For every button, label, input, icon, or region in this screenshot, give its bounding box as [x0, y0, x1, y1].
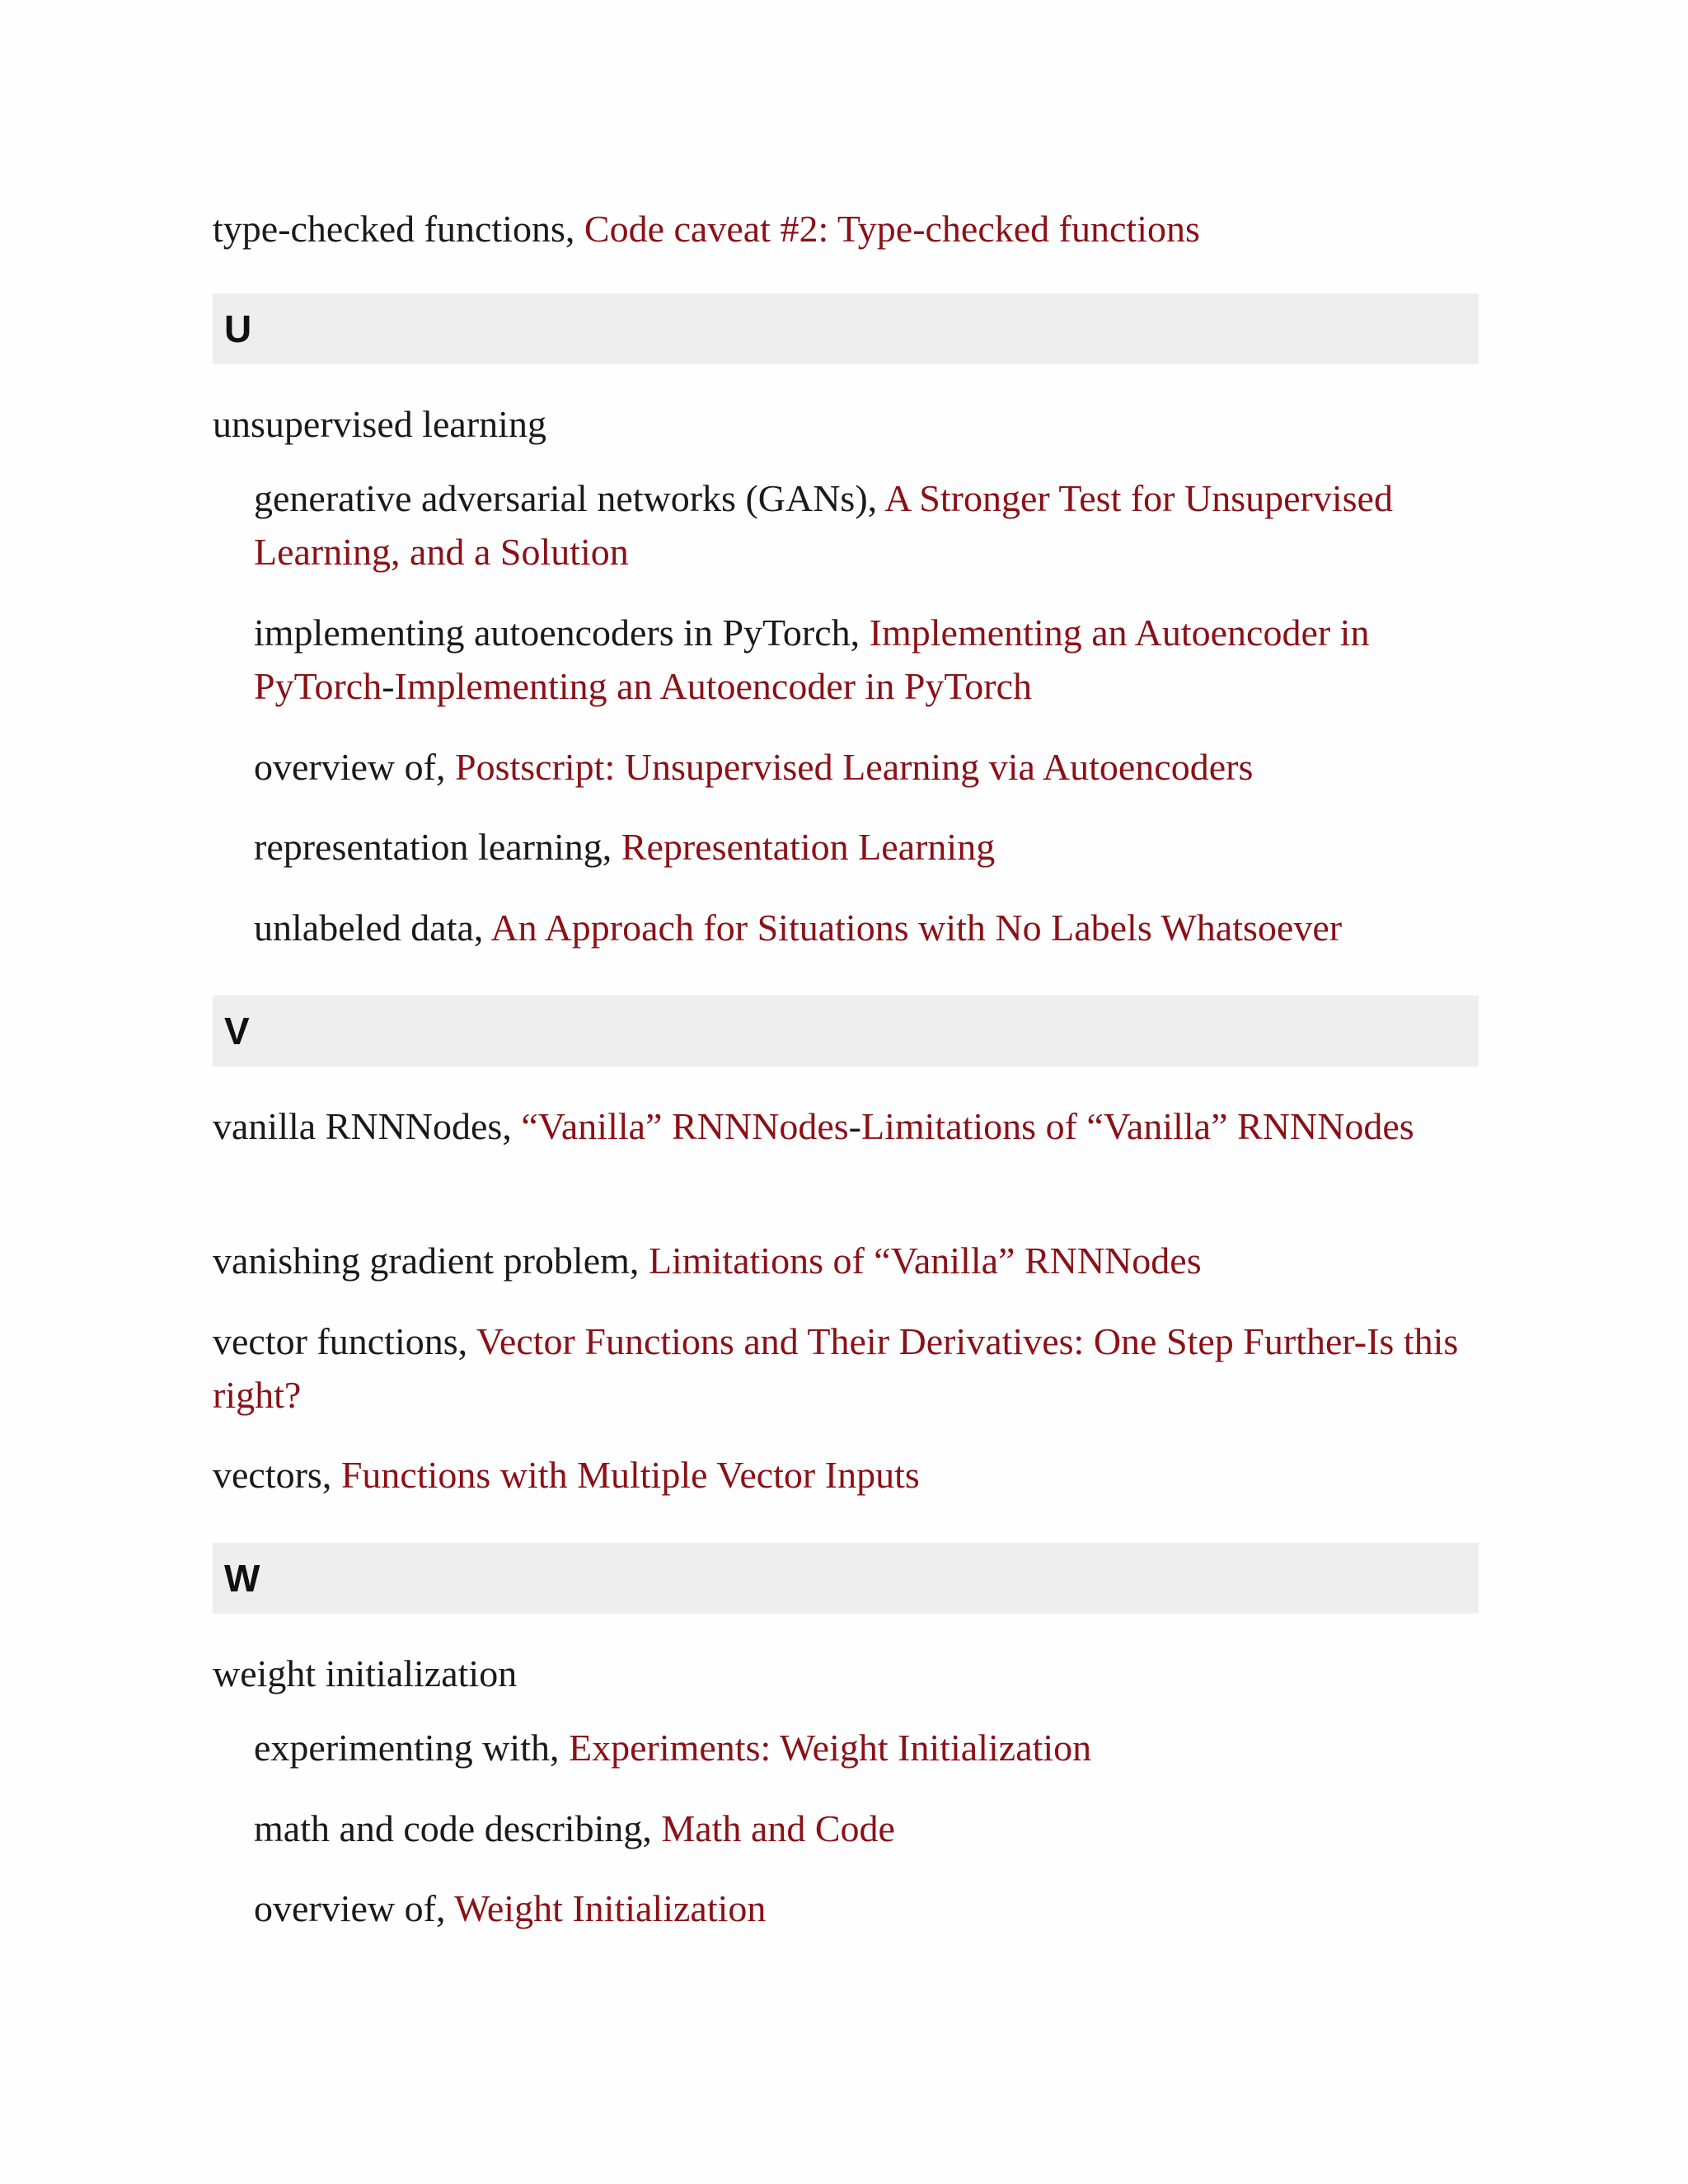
letter-heading-u — [213, 293, 1479, 364]
index-link[interactable]: An Approach for Situations with No Labels Whatsoever — [490, 907, 1343, 949]
index-term: weight initialization — [213, 1652, 518, 1694]
letter-heading-w — [213, 1543, 1479, 1614]
index-link-end[interactable]: Limitations of “Vanilla” RNNNodes — [860, 1105, 1414, 1147]
index-link[interactable]: A Stronger Test for Unsupervised Learning, and a Solution — [254, 477, 1393, 573]
index-link[interactable]: Postscript: Unsupervised Learning via Autoencoders — [454, 746, 1254, 788]
index-entry-weight-initialization — [213, 1647, 1479, 1700]
index-subentry-unlabeled-data — [254, 901, 1479, 954]
index-subentry-implementing-autoencoders — [254, 606, 1479, 713]
index-term: representation learning, — [254, 826, 621, 868]
index-link[interactable]: Limitations of “Vanilla” RNNNodes — [648, 1240, 1202, 1282]
index-link-start[interactable]: Implementing an Autoencoder in PyTorch — [254, 612, 1370, 707]
index-entry-vectors — [213, 1448, 1479, 1502]
index-link-start[interactable]: Vector Functions and Their Derivatives: One Step Further — [476, 1320, 1354, 1362]
index-subentry-overview-of — [254, 740, 1479, 794]
index-entry-vector-functions — [213, 1315, 1479, 1422]
index-term: experimenting with, — [254, 1727, 569, 1769]
index-link[interactable]: Code caveat #2: Type-checked functions — [584, 208, 1200, 250]
letter-heading-text: V — [224, 1010, 250, 1052]
index-term: type-checked functions, — [213, 208, 584, 250]
index-term: vanilla RNNNodes, — [213, 1105, 522, 1147]
index-term: unsupervised learning — [213, 403, 546, 445]
range-separator: - — [1353, 1320, 1367, 1362]
index-term: overview of, — [254, 1887, 455, 1929]
letter-heading-v — [213, 996, 1479, 1066]
index-entry-vanishing-gradient — [213, 1234, 1479, 1287]
index-subentry-math-and-code — [254, 1802, 1479, 1855]
index-term: generative adversarial networks (GANs), — [254, 477, 885, 519]
index-term: vector functions, — [213, 1320, 476, 1362]
letter-heading-text: U — [224, 307, 252, 350]
letter-heading-text: W — [224, 1557, 260, 1600]
index-link-end[interactable]: Implementing an Autoencoder in PyTorch — [394, 665, 1033, 707]
index-link[interactable]: Functions with Multiple Vector Inputs — [340, 1454, 920, 1496]
index-term: unlabeled data, — [254, 907, 491, 949]
index-term: implementing autoencoders in PyTorch, — [254, 612, 870, 654]
index-link-start[interactable]: “Vanilla” RNNNodes — [521, 1105, 849, 1147]
range-separator: - — [382, 665, 395, 707]
index-subentry-overview-of-weight — [254, 1882, 1479, 1935]
index-link[interactable]: Experiments: Weight Initialization — [568, 1727, 1092, 1769]
index-link[interactable]: Math and Code — [661, 1807, 895, 1849]
index-subentry-experimenting-with — [254, 1721, 1479, 1774]
index-entry-unsupervised-learning — [213, 397, 1479, 451]
index-subentry-gans — [254, 471, 1479, 579]
index-term: vectors, — [213, 1454, 341, 1496]
range-separator: - — [848, 1105, 861, 1147]
index-term: overview of, — [254, 746, 455, 788]
index-entry-vanilla-rnnnodes — [213, 1099, 1479, 1153]
index-link[interactable]: Representation Learning — [621, 826, 996, 868]
index-link[interactable]: Weight Initialization — [454, 1887, 767, 1929]
index-term: vanishing gradient problem, — [213, 1240, 649, 1282]
index-subentry-representation-learning — [254, 820, 1479, 874]
index-link-end[interactable]: Is this right? — [213, 1320, 1459, 1416]
index-term: math and code describing, — [254, 1807, 662, 1849]
index-entry-type-checked-functions — [213, 202, 1479, 255]
